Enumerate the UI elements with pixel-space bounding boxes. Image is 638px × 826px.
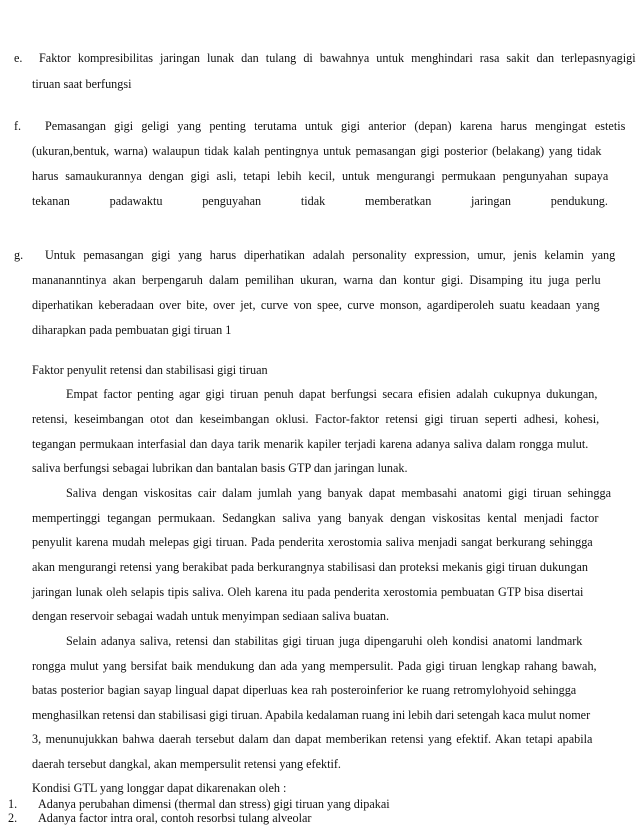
paragraph-3-line-5: 3, menunujukkan bahwa daerah tersebut dalam dan dapat memberikan retensi yang efektif. Akan tetapi apabila	[32, 732, 593, 746]
condition-item-2: Adanya factor intra oral, contoh resorbsi tulang alveolar	[38, 811, 312, 825]
item-marker-g: g.	[14, 248, 24, 262]
paragraph-3-line-3: batas posterior bagian sayap lingual dapat diperluas kea rah posteroinferior ke ruang retromylohyoid sehingga	[32, 683, 577, 697]
paragraph-2-line-4: akan mengurangi retensi yang berakibat pada berkurangnya stabilisasi dan proteksi mekanis gigi tiruan dukungan	[32, 560, 588, 574]
item-f-line-1: Pemasangan gigi geligi yang penting terutama untuk gigi anterior (depan) karena harus mengingat estetis	[45, 119, 626, 133]
item-f-line-3: harus samaukurannya dengan gigi asli, tetapi lebih kecil, untuk mengurangi permukaan pengunyahan supaya	[32, 169, 609, 183]
paragraph-1-line-2: retensi, keseimbangan otot dan keseimbangan oklusi. Factor-faktor retensi gigi tiruan seperti adhesi, kohesi,	[32, 412, 600, 426]
condition-marker-2: 2.	[8, 811, 18, 825]
condition-marker-1: 1.	[8, 797, 18, 811]
paragraph-2-line-5: jaringan lunak oleh selapis tipis saliva. Oleh karena itu pada penderita xerostomia pembuatan GTP bisa disertai	[32, 585, 584, 599]
paragraph-1-line-4: saliva berfungsi sebagai lubrikan dan bantalan basis GTP dan jaringan lunak.	[32, 461, 408, 475]
paragraph-1-line-3: tegangan permukaan interfasial dan daya tarik menarik kapiler terjadi karena adanya saliva dalam rongga mulut.	[32, 437, 589, 451]
item-f-word: memberatkan	[364, 194, 432, 208]
paragraph-3-line-6: daerah tersebut dangkal, akan mempersulit retensi yang efektif.	[32, 757, 341, 771]
paragraph-1-line-1: Empat factor penting agar gigi tiruan penuh dapat berfungsi secara efisien adalah cukupnya dukungan,	[66, 387, 598, 401]
item-f-word: penguyahan	[202, 194, 262, 208]
item-g-line-4: diharapkan pada pembuatan gigi tiruan 1	[32, 323, 232, 337]
item-g-line-1: Untuk pemasangan gigi yang harus diperhatikan adalah personality expression, umur, jenis kelamin yang	[45, 248, 616, 262]
item-f-line-4	[32, 194, 608, 208]
item-g-line-2: manananntinya akan berpengaruh dalam pemilihan ukuran, warna dan kontur gigi. Disamping itu juga perlu	[32, 273, 601, 287]
item-e-line-1	[39, 51, 636, 65]
item-f-word: pendukung.	[550, 194, 608, 208]
item-f-word: padawaktu	[109, 194, 163, 208]
item-f-word: tekanan	[32, 194, 70, 208]
paragraph-3-line-2: rongga mulut yang bersifat baik mendukung dan ada yang mempersulit. Pada gigi tiruan lengkap rahang bawah,	[32, 659, 597, 673]
paragraph-2-line-6: dengan reservoir sebagai wadah untuk menyimpan sediaan saliva buatan.	[32, 609, 390, 623]
item-e-text-1: Faktor kompresibilitas jaringan lunak dan tulang di bawahnya untuk menghindari rasa sakit dan terlepasnyagigi	[39, 51, 636, 65]
paragraph-2-line-1: Saliva dengan viskositas cair dalam jumlah yang banyak dapat membasahi anatomi gigi tiruan sehingga	[66, 486, 611, 500]
item-e-line-2: tiruan saat berfungsi	[32, 77, 132, 91]
condition-item-1: Adanya perubahan dimensi (thermal dan stress) gigi tiruan yang dipakai	[38, 797, 390, 811]
item-f-line-2: (ukuran,bentuk, warna) walaupun tidak kalah pentingnya untuk pemasangan gigi posterior (belakang) yang tidak	[32, 144, 602, 158]
paragraph-3-line-4: menghasilkan retensi dan stabilisasi gigi tiruan. Apabila kedalaman ruang ini lebih dari setengah kaca mulut nomer	[32, 708, 591, 722]
item-f-word: tidak	[300, 194, 326, 208]
item-marker-f: f.	[14, 119, 22, 133]
item-g-line-3: diperhatikan keberadaan over bite, over jet, curve von spee, curve monson, agardiperoleh suatu keadaan yang	[32, 298, 600, 312]
paragraph-3-line-1: Selain adanya saliva, retensi dan stabilitas gigi tiruan juga dipengaruhi oleh kondisi anatomi landmark	[66, 634, 583, 648]
section-heading: Faktor penyulit retensi dan stabilisasi gigi tiruan	[32, 363, 268, 377]
item-f-word: jaringan	[471, 194, 511, 208]
paragraph-2-line-2: mempertinggi tegangan permukaan. Sedangkan saliva yang banyak dengan viskositas kental menjadi factor	[32, 511, 599, 525]
item-marker-e: e.	[14, 51, 23, 65]
paragraph-2-line-3: penyulit karena mudah melepas gigi tiruan. Pada penderita xerostomia saliva menjadi sangat berkurang sehingga	[32, 535, 593, 549]
conditions-intro: Kondisi GTL yang longgar dapat dikarenakan oleh :	[32, 781, 287, 795]
